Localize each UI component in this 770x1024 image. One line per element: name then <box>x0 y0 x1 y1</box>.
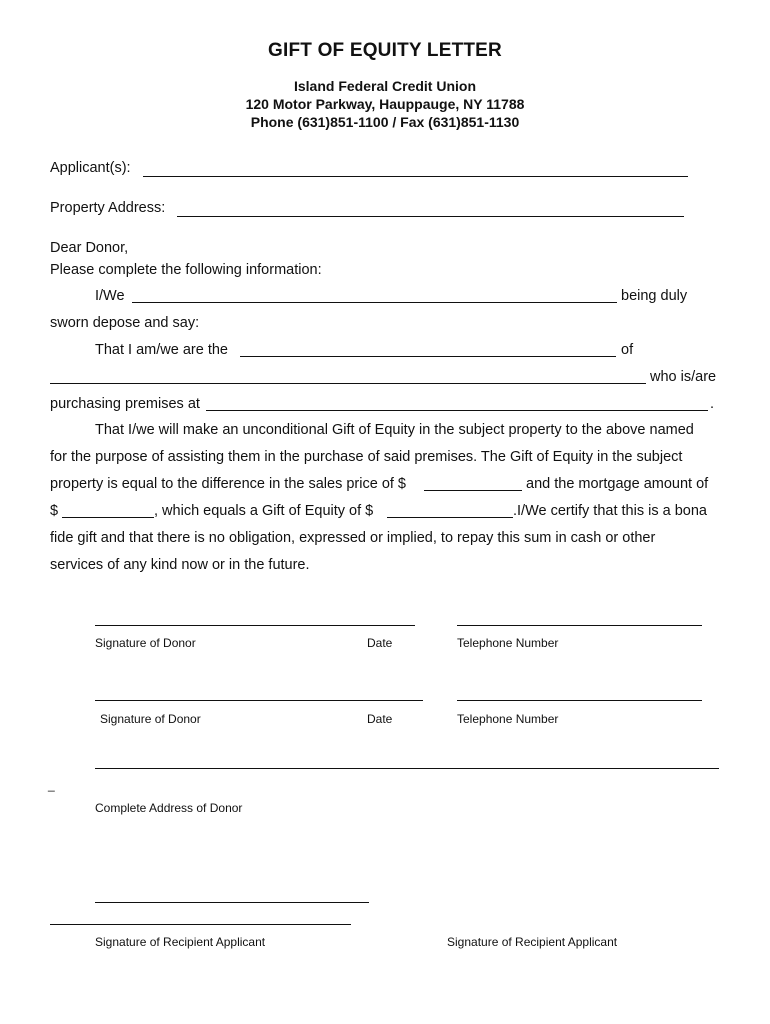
mortgage-amount-input-line[interactable] <box>62 517 154 518</box>
of-text: of <box>621 342 634 358</box>
lender-phone-fax: Phone (631)851-1100 / Fax (631)851-1130 <box>250 114 520 130</box>
paragraph-line-4b: .I/We certify that this is a bona <box>513 503 707 519</box>
iwe-label: I/We <box>95 288 125 304</box>
period: . <box>710 396 715 412</box>
paragraph-line-3a: property is equal to the difference in the sales price of $ <box>50 476 407 492</box>
applicants-label: Applicant(s): <box>50 160 131 176</box>
recipient-signature-label-1: Signature of Recipient Applicant <box>95 935 266 949</box>
stray-dash: _ <box>48 778 55 792</box>
applicants-input-line[interactable] <box>143 176 688 177</box>
sworn-text: sworn depose and say: <box>50 315 200 331</box>
paragraph-line-1: That I/we will make an unconditional Gift of Equity in the subject property to the above named <box>95 422 694 438</box>
paragraph-line-2: for the purpose of assisting them in the purchase of said premises. The Gift of Equity in the subject <box>50 449 683 465</box>
telephone-label-1: Telephone Number <box>457 636 559 650</box>
paragraph-line-3b: and the mortgage amount of <box>526 476 709 492</box>
lender-address: 120 Motor Parkway, Hauppauge, NY 11788 <box>245 96 525 112</box>
donor-signature-label-2: Signature of Donor <box>100 712 201 726</box>
property-address-label: Property Address: <box>50 200 166 216</box>
purchasing-label: purchasing premises at <box>50 396 200 412</box>
donor-phone-line-1[interactable] <box>457 625 702 626</box>
donor-name-input-line[interactable] <box>132 302 617 303</box>
recipient-signature-label-2: Signature of Recipient Applicant <box>447 935 618 949</box>
who-is-are-text: who is/are <box>650 369 717 385</box>
being-duly-text: being duly <box>621 288 688 304</box>
gift-amount-input-line[interactable] <box>387 517 513 518</box>
paragraph-line-4a: , which equals a Gift of Equity of $ <box>154 503 374 519</box>
donor-address-line[interactable] <box>95 768 719 769</box>
donor-phone-line-2[interactable] <box>457 700 702 701</box>
sales-price-input-line[interactable] <box>424 490 522 491</box>
donor-signature-line-2[interactable] <box>95 700 423 701</box>
paragraph-line-6: services of any kind now or in the future. <box>50 557 310 573</box>
relationship-label: That I am/we are the <box>95 342 228 358</box>
premises-input-line[interactable] <box>206 410 708 411</box>
donor-signature-line-1[interactable] <box>95 625 415 626</box>
recipient-signature-line-upper[interactable] <box>95 902 369 903</box>
donor-address-label: Complete Address of Donor <box>95 801 243 815</box>
page-title: GIFT OF EQUITY LETTER <box>268 40 502 61</box>
greeting: Dear Donor, <box>50 240 129 256</box>
property-address-input-line[interactable] <box>177 216 684 217</box>
donor-signature-label-1: Signature of Donor <box>95 636 196 650</box>
recipient-name-input-line[interactable] <box>50 383 646 384</box>
recipient-signature-line-lower[interactable] <box>50 924 351 925</box>
telephone-label-2: Telephone Number <box>457 712 559 726</box>
dollar-sign: $ <box>50 503 59 519</box>
instruction: Please complete the following information: <box>50 262 322 278</box>
date-label-1: Date <box>367 636 393 650</box>
date-label-2: Date <box>367 712 393 726</box>
relationship-input-line[interactable] <box>240 356 616 357</box>
lender-name: Island Federal Credit Union <box>293 78 477 94</box>
paragraph-line-5: fide gift and that there is no obligation, expressed or implied, to repay this sum in cash or other <box>50 530 656 546</box>
